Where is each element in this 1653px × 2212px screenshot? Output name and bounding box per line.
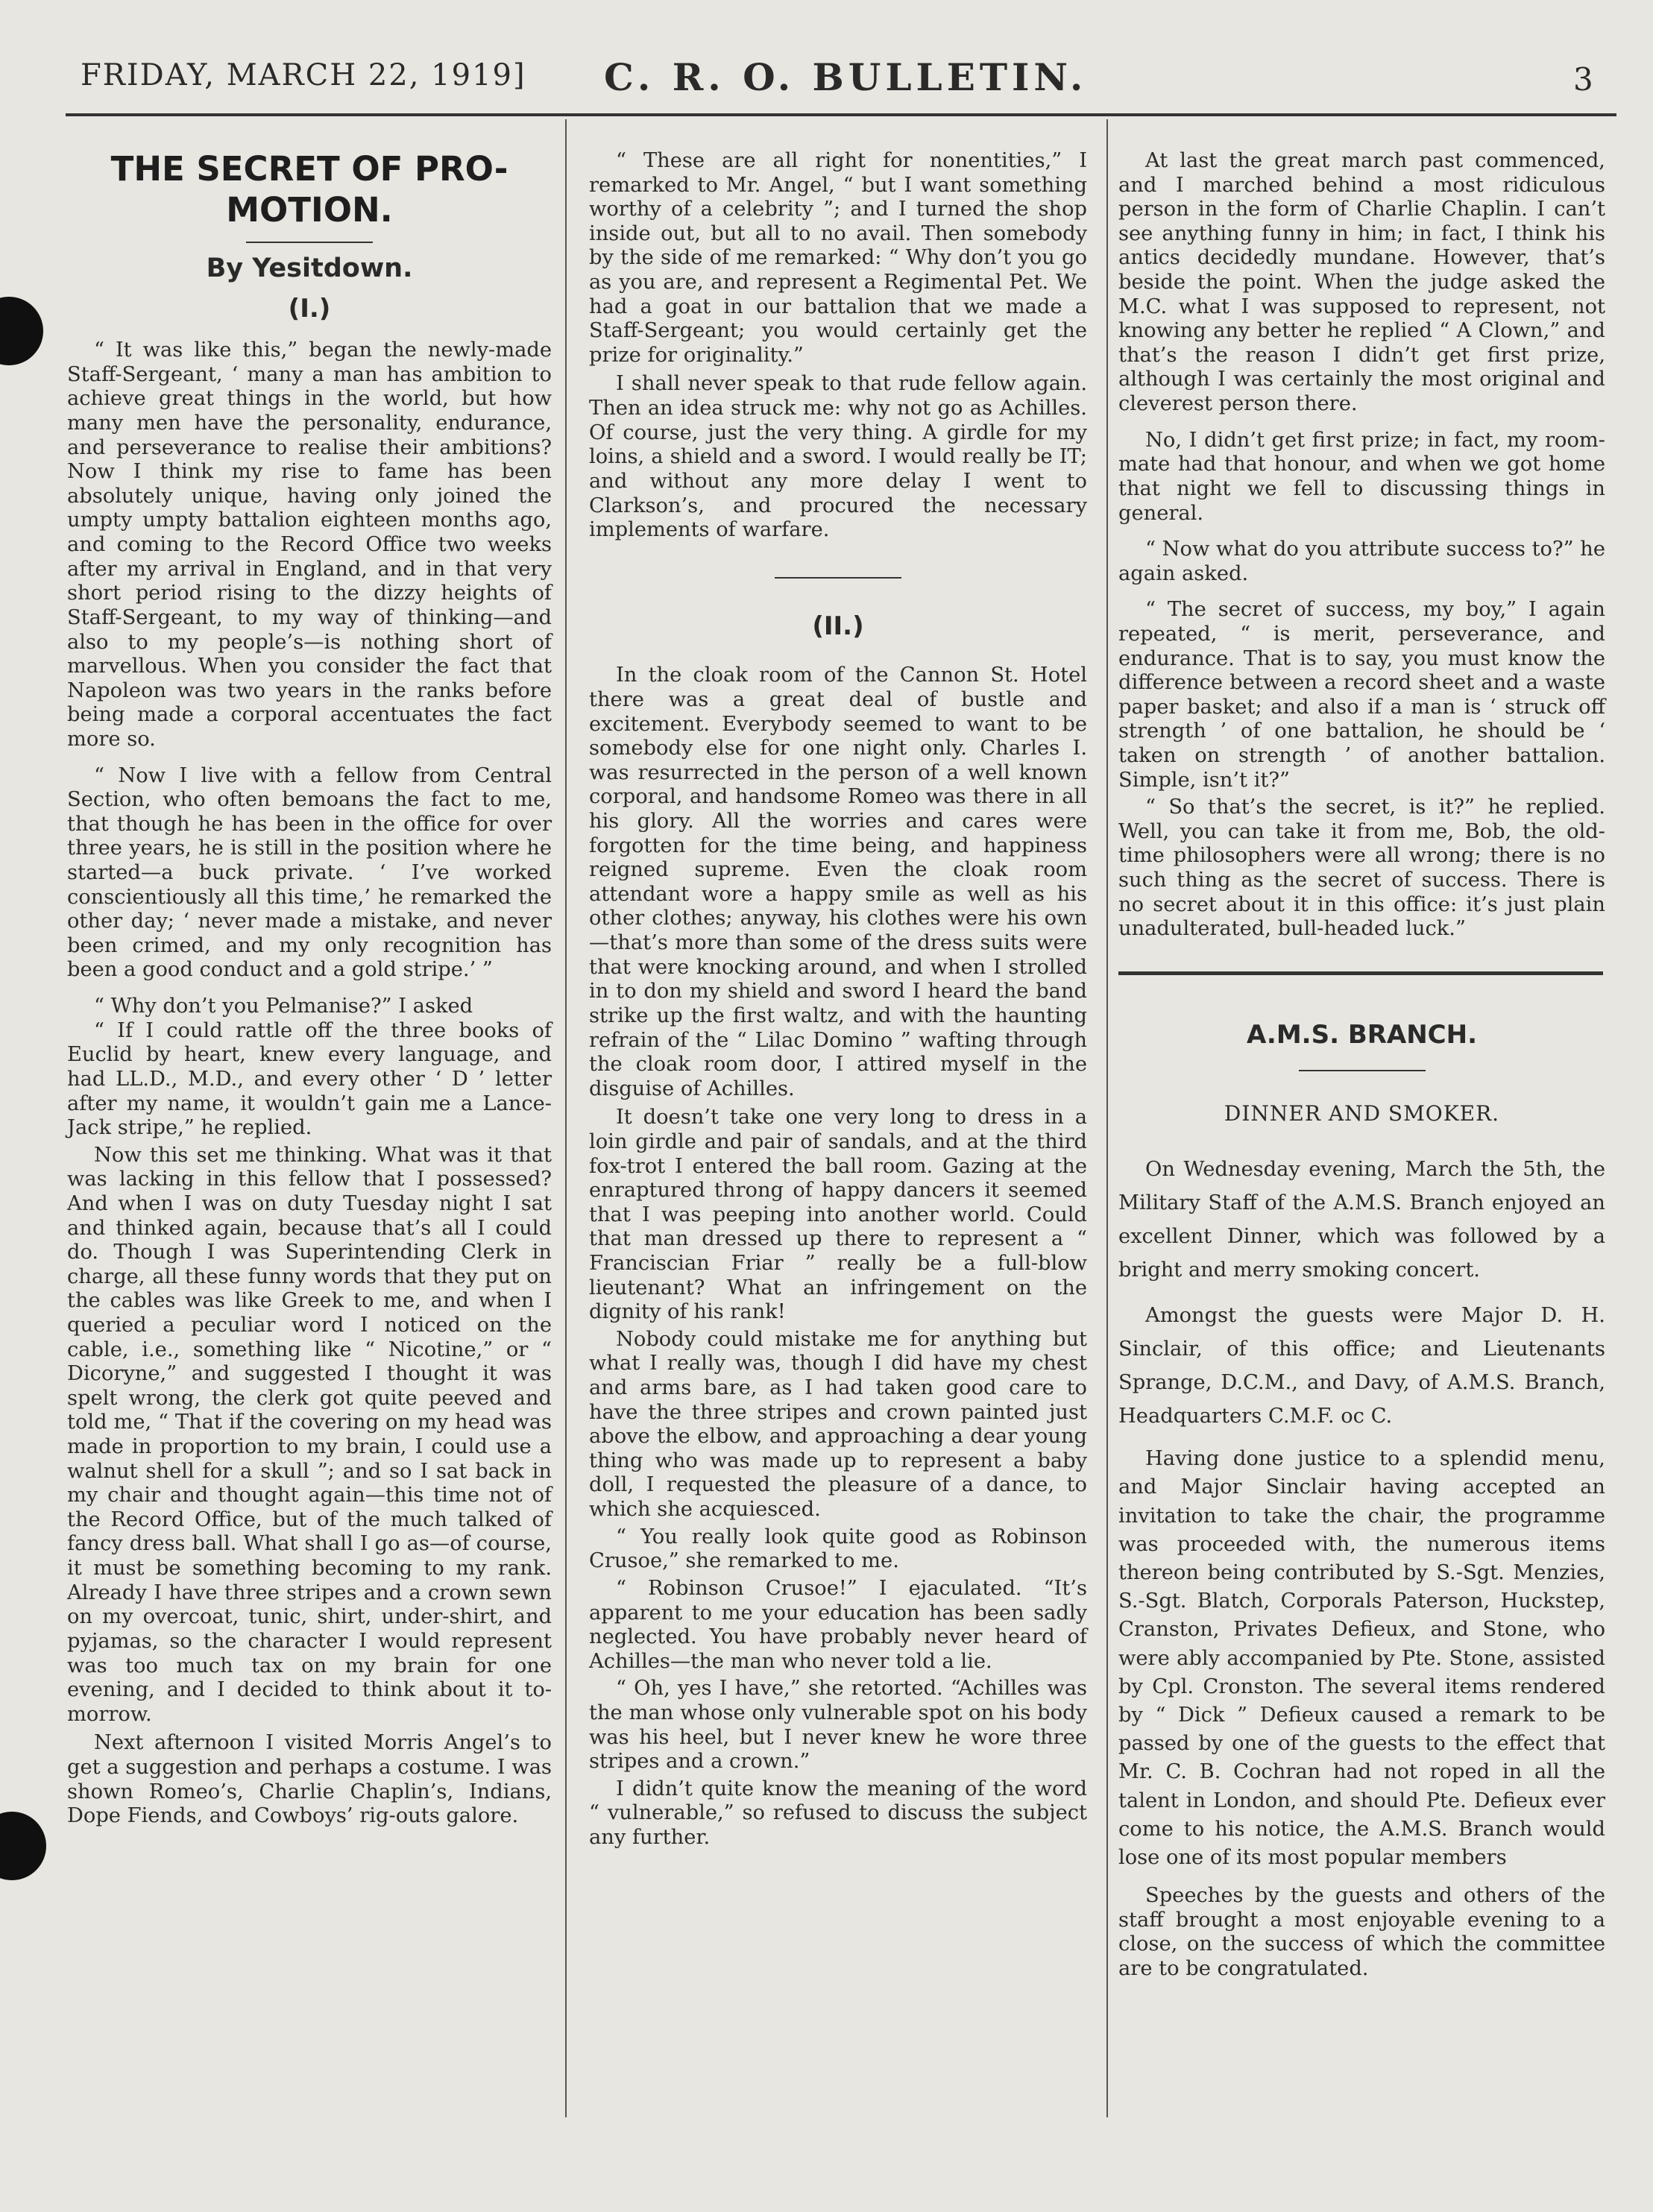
paragraph: No, I didn’t get first prize; in fact, my room-mate had that honour, and when we got home that night we fell to discussing things in general. <box>1118 428 1605 525</box>
part-one-label: (I.) <box>288 293 331 324</box>
column-1 <box>67 149 552 1841</box>
column-divider-1 <box>565 119 567 2117</box>
paragraph: At last the great march past commenced, and I marched behind a most ridiculous person in the form of Charlie Chaplin. I can’t see anything funny in him; in fact, I think his antics decidedly mundane. However, that’s beside the point. When the judge asked the M.C. what I was supposed to represent, not knowing any better he replied “ A Clown,” and that’s the reason I didn’t get first prize, although I was certainly the most original and cleverest person there. <box>1118 149 1605 416</box>
paragraph: In the cloak room of the Cannon St. Hotel there was a great deal of bustle and excitement. Everybody seemed to want to be somebody else for one night only. Charles I. was resurrected in the person of a well known corporal, and handsome Romeo was there in all his glory. All the worries and cares were forgotten for the time being, and happiness reigned supreme. Even the cloak room attendant wore a happy smile as well as his other clothes; anyway, his clothes were his own—that’s more than some of the dress suits were that were knocking around, and when I strolled in to don my shield and sword I heard the band strike up the first waltz, and with the haunting refrain of the “ Lilac Domino ” wafting through the cloak room door, I attired myself in the disguise of Achilles. <box>589 664 1087 1100</box>
paragraph: “ Now I live with a fellow from Central Section, who often bemoans the fact to me, that though he has been in the office for over three years, he is still in the position where he started—a buck private. ‘ I’ve worked conscientiously all this time,’ he remarked the other day; ‘ never made a mistake, and never been crimed, and my only recognition has been a good conduct and a gold stripe.’ ” <box>67 763 552 982</box>
article-subtitle: DINNER AND SMOKER. <box>1224 1100 1500 1126</box>
paragraph: “ The secret of success, my boy,” I again repeated, “ is merit, perseverance, and endurance. That is to say, you must know the difference between a record sheet and a waste paper basket; and also if a man is ‘ struck off strength ’ of one battalion, he should be ‘ taken on strength ’ of another battalion. Simple, isn’t it?” <box>1118 598 1605 792</box>
paragraph: “ Oh, yes I have,” she retorted. “Achilles was the man whose only vulnerable spot on his body was his heel, but I never knew he wore three stripes and a crown.” <box>589 1677 1087 1774</box>
paragraph: “ It was like this,” began the newly-made Staff-Sergeant, ‘ many a man has ambition to achieve great things in the world, but how many men have the personality, endurance, and perseverance to realise their ambitions? Now I think my rise to fame has been absolutely unique, having only joined the umpty umpty battalion eighteen months ago, and coming to the Record Office two weeks after my arrival in England, and in that very short period rising to the dizzy heights of Staff-Sergeant, to my way of thinking—and also to my people’s—is nothing short of marvellous. When you consider the fact that Napoleon was two years in the ranks before being made a corporal accentuates the fact more so. <box>67 338 552 751</box>
column-2 <box>589 149 1087 1862</box>
page-number: 3 <box>1573 61 1593 98</box>
title-rule <box>246 242 373 243</box>
paragraph: Having done justice to a splendid menu, and Major Sinclair having accepted an invitation to take the chair, the programme was proceeded with, the numerous items thereon being contributed by S.-Sgt. Menzies, S.-Sgt. Blatch, Corporals Paterson, Huckstep, Cranston, Privates Defieux, and Stone, who were ably accompanied by Pte. Stone, assisted by Cpl. Cronston. The several items rendered by “ Dick ” Defieux caused a remark to be passed by one of the guests to the effect that Mr. C. B. Cochran had not roped in all the talent in London, and should Pte. Defieux ever come to his notice, the A.M.S. Branch would lose one of its most popular members <box>1118 1447 1605 1870</box>
paragraph: “ Now what do you attribute success to?” he again asked. <box>1118 538 1605 585</box>
masthead-title: C. R. O. BULLETIN. <box>604 55 1088 99</box>
punch-hole-top <box>0 297 43 365</box>
part-two-label: (II.) <box>812 611 864 641</box>
paragraph: On Wednesday evening, March the 5th, the Military Staff of the A.M.S. Branch enjoyed an excellent Dinner, which was followed by a bright and merry smoking concert. <box>1118 1157 1605 1282</box>
section-rule <box>775 577 901 579</box>
paragraph: “ If I could rattle off the three books of Euclid by heart, knew every language, and had LL.D., M.D., and every other ‘ D ’ letter after my name, it wouldn’t gain me a Lance-Jack stripe,” he replied. <box>67 1018 552 1140</box>
column-divider-2 <box>1106 119 1108 2117</box>
paragraph: “ You really look quite good as Robinson Crusoe,” she remarked to me. <box>589 1525 1087 1573</box>
paragraph: Amongst the guests were Major D. H. Sinclair, of this office; and Lieutenants Sprange, D.C.M., and Davy, of A.M.S. Branch, Headquarters C.M.F. oc C. <box>1118 1304 1605 1428</box>
paragraph: Now this set me thinking. What was it that was lacking in this fellow that I possessed? And when I was on duty Tuesday night I sat and thinked again, because that’s all I could do. Though I was Superintending Clerk in charge, all these funny words that they put on the cables was like Greek to me, and when I queried a peculiar word I noticed on the cable, i.e., something like “ Nicotine,” or “ Dicoryne,” and suggested I thought it was spelt wrong, the clerk got quite peeved and told me, “ That if the covering on my head was made in proportion to my brain, I could use a walnut shell for a skull ”; and so I sat back in my chair and thought again—this time not of the Record Office, but of the much talked of fancy dress ball. What shall I go as—of course, it must be something becoming to my rank. Already I have three stripes and a crown sewn on my overcoat, tunic, shirt, under-shirt, and pyjamas, so the character I would represent was too much tax on my brain for one evening, and I decided to think about it to-morrow. <box>67 1143 552 1726</box>
paragraph: “ These are all right for nonentities,” I remarked to Mr. Angel, “ but I want something worthy of a celebrity ”; and I turned the shop inside out, but all to no avail. Then somebody by the side of me remarked: “ Why don’t you go as you are, and represent a Regimental Pet. We had a goat in our battalion that we made a Staff-Sergeant; you would certainly get the prize for originality.” <box>589 149 1087 367</box>
paragraph: Nobody could mistake me for anything but what I really was, though I did have my chest and arms bare, as I had taken good care to have the three stripes and crown painted just above the elbow, and approaching a dear young thing who was made up to represent a baby doll, I requested the pleasure of a dance, to which she acquiesced. <box>589 1327 1087 1522</box>
column-3 <box>1118 149 1605 1994</box>
article-title: A.M.S. BRANCH. <box>1246 1019 1478 1050</box>
paragraph: Next afternoon I visited Morris Angel’s to get a suggestion and perhaps a costume. I was shown Romeo’s, Charlie Chaplin’s, Indians, Dope Fiends, and Cowboys’ rig-outs galore. <box>67 1731 552 1828</box>
paragraph: I shall never speak to that rude fellow again. Then an idea struck me: why not go as Achilles. Of course, just the very thing. A girdle for my loins, a shield and a sword. I would really be IT; and without any more delay I went to Clarkson’s, and procured the necessary implements of warfare. <box>589 372 1087 542</box>
paragraph: “ So that’s the secret, is it?” he replied. Well, you can take it from me, Bob, the old-time philosophers were all wrong; there is no such thing as the secret of success. There is no secret about it in this office: it’s just plain unadulterated, bull-headed luck.” <box>1118 795 1605 941</box>
title-rule <box>1299 1070 1426 1071</box>
punch-hole-bottom <box>0 1812 46 1880</box>
issue-date: FRIDAY, MARCH 22, 1919] <box>81 58 526 92</box>
paragraph: “ Why don’t you Pelmanise?” I asked <box>94 995 473 1018</box>
paragraph: I didn’t quite know the meaning of the word “ vulnerable,” so refused to discuss the subject any further. <box>589 1777 1087 1850</box>
section-separator <box>1118 971 1603 975</box>
article-byline: By Yesitdown. <box>206 253 413 283</box>
article-title: THE SECRET OF PRO-MOTION. <box>110 149 509 230</box>
paragraph: Speeches by the guests and others of the staff brought a most enjoyable evening to a close, on the success of which the committee are to be congratulated. <box>1118 1884 1605 1981</box>
paragraph: It doesn’t take one very long to dress in a loin girdle and pair of sandals, and at the third fox-trot I entered the ball room. Gazing at the enraptured throng of happy dancers it seemed that I was peeping into another world. Could that man dressed up there to represent a “ Franciscian Friar ” really be a full-blow lieutenant? What an infringement on the dignity of his rank! <box>589 1106 1087 1324</box>
paragraph: “ Robinson Crusoe!” I ejaculated. “It’s apparent to me your education has been sadly neglected. You have probably never heard of Achilles—the man who never told a lie. <box>589 1576 1087 1673</box>
header-rule <box>66 113 1616 116</box>
